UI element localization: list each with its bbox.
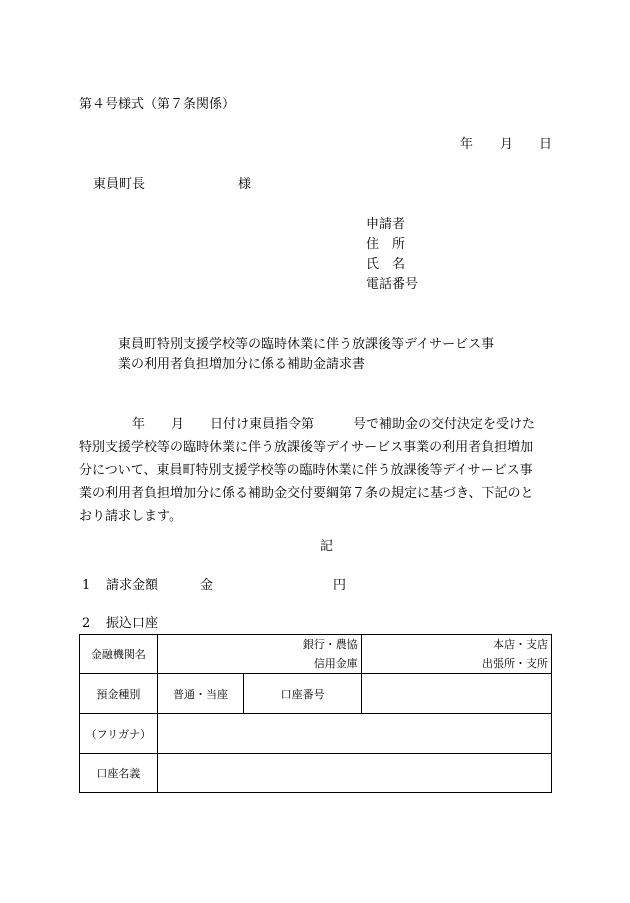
bank-name-cell[interactable] — [157, 635, 361, 674]
furigana-cell[interactable] — [157, 714, 551, 754]
institution-label: 金融機関名 — [80, 635, 158, 674]
amount-unit: 円 — [333, 578, 347, 593]
date-month: 月 — [500, 137, 514, 152]
branch-type-1: 本店・支店 — [493, 638, 548, 651]
row-institution — [80, 635, 552, 674]
branch-type-2: 出張所・支所 — [482, 657, 548, 670]
body-line-4: 業の利用者負担増加分に係る補助金交付要綱第７条の規定に基づき、下記のと — [79, 486, 534, 501]
ki-marker: 記 — [320, 539, 334, 554]
applicant-label: 申請者 — [366, 217, 406, 232]
bank-account-table — [79, 634, 552, 793]
bank-type-2: 信用金庫 — [313, 657, 358, 670]
amount-prefix: 金 — [200, 578, 214, 593]
phone-label: 電話番号 — [366, 277, 419, 292]
deposit-options[interactable]: 普通・当座 — [157, 674, 244, 714]
section-2-label: 振込口座 — [106, 616, 159, 631]
title-line-1: 東員町特別支援学校等の臨時休業に伴う放課後等デイサービス事 — [118, 337, 495, 352]
deposit-type-label: 預金種別 — [80, 674, 158, 714]
body-line-1: 年 月 日付け東員指令第 号で補助金の交付決定を受けた — [132, 417, 536, 432]
bank-type-1: 銀行・農協 — [302, 638, 358, 651]
addressee-honorific: 様 — [238, 177, 252, 192]
title-line-2: 業の利用者負担増加分に係る補助金請求書 — [118, 357, 366, 372]
row-furigana — [80, 714, 552, 754]
account-name-cell[interactable] — [157, 754, 551, 793]
furigana-label: （フリガナ） — [80, 714, 158, 754]
body-line-3: 分について、東員町特別支援学校等の臨時休業に伴う放課後等デイサービス事 — [79, 463, 533, 478]
name-label: 氏 名 — [366, 257, 406, 272]
account-name-label: 口座名義 — [80, 754, 158, 793]
section-1-number: 1 — [82, 578, 91, 593]
body-line-2: 特別支援学校等の臨時休業に伴う放課後等デイサービス事業の利用者負担増加 — [79, 440, 534, 455]
row-account-name — [80, 754, 552, 793]
section-2-number: 2 — [82, 616, 91, 631]
section-1-label: 請求金額 — [106, 578, 159, 593]
form-number: 第４号様式（第７条関係） — [79, 97, 236, 112]
date-year: 年 — [460, 137, 474, 152]
address-label: 住 所 — [366, 237, 406, 252]
addressee-name: 東員町長 — [93, 177, 146, 192]
account-number-label: 口座番号 — [244, 674, 361, 714]
branch-name-cell[interactable] — [361, 635, 551, 674]
date-day: 日 — [539, 137, 553, 152]
row-deposit — [80, 674, 552, 714]
body-line-5: おり請求します。 — [79, 509, 182, 524]
account-number-cell[interactable] — [361, 674, 551, 714]
